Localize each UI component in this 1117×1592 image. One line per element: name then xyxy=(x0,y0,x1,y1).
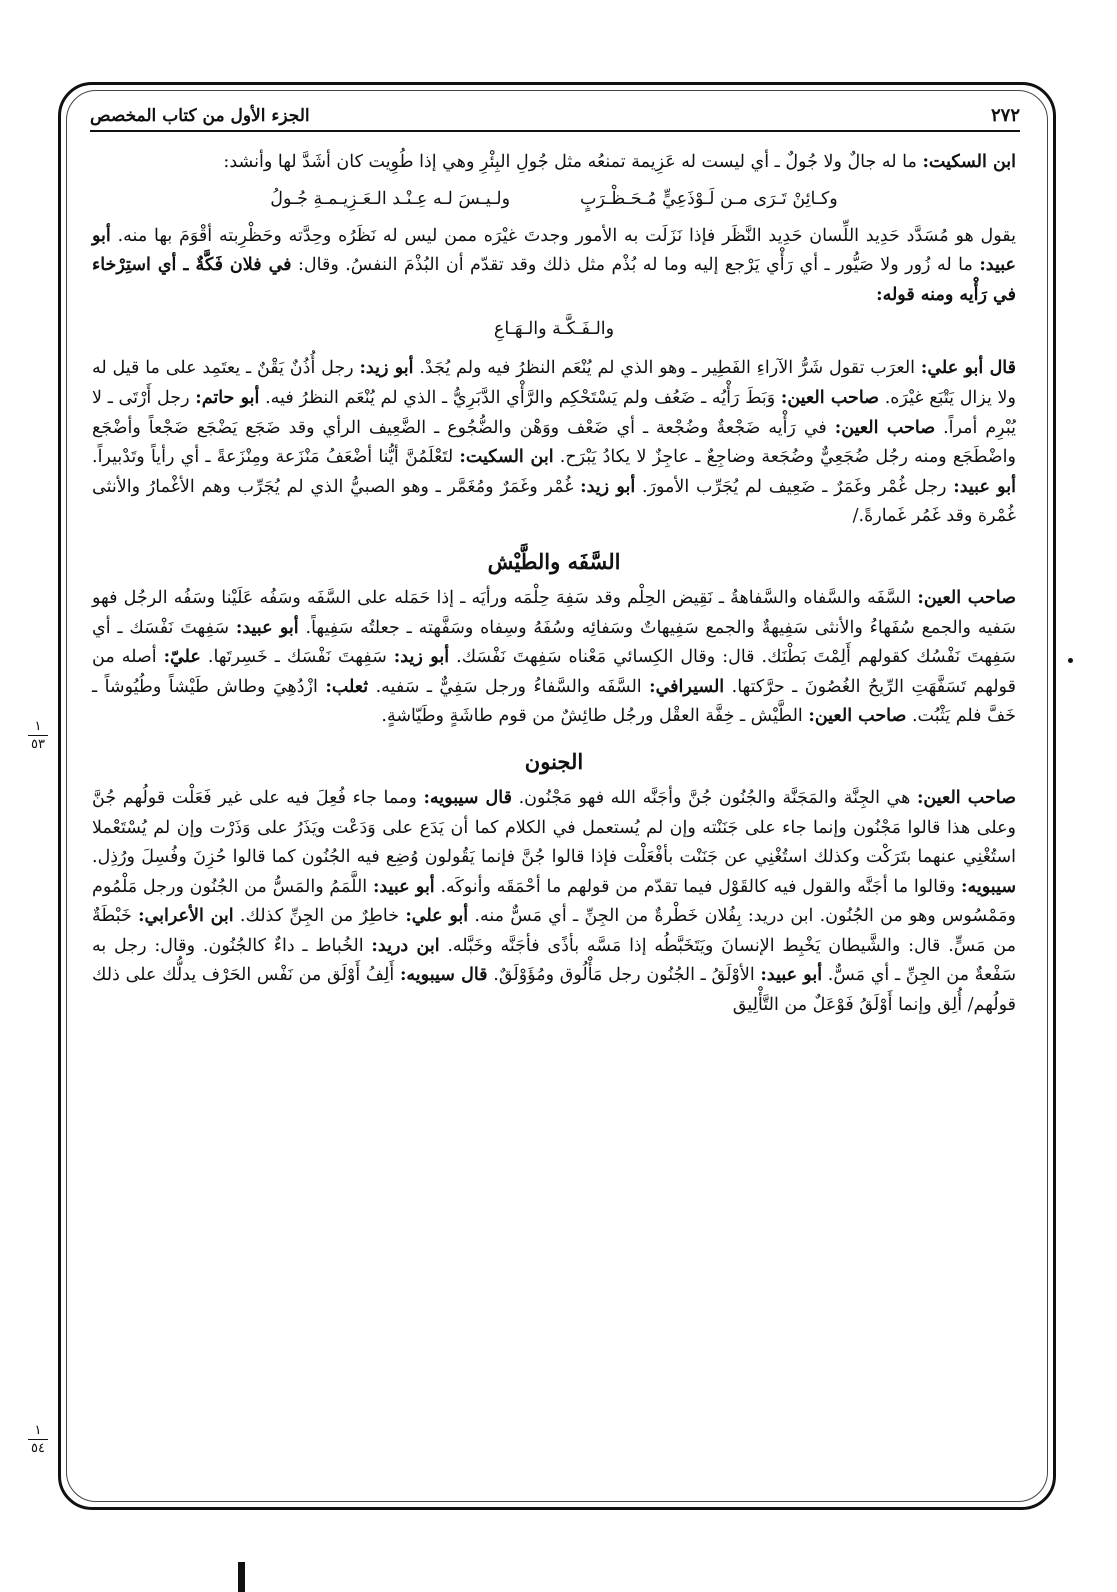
bold-phrase: في فلان فَكَّةٌ ـ أي استِرْخاء في رَأْيه ومنه قوله: xyxy=(92,255,1016,305)
paragraph-text: العرَب تقول شَرُّ الآراءِ الفَطِير ـ وهو الذي لم يُنْعَم النظرُ فيه ولم يُجَدْ. xyxy=(419,358,916,379)
speaker-label: أبو عبيد: xyxy=(760,965,823,986)
folio-marker-top: ١ xyxy=(28,1424,48,1440)
verse-hemistich-right: وكـائِنْ تَـرَى مـن لَـوْذَعِيٍّ مُـحَـظْـرَبٍ xyxy=(580,188,838,209)
folio-marker xyxy=(28,720,48,751)
paragraph-text: خاطِرٌ من الجِنِّ كذلك. xyxy=(239,906,400,927)
speaker-label: أبو حاتم: xyxy=(195,387,260,408)
speaker-label: سيبويه: xyxy=(961,876,1017,897)
speaker-label: قال سيبويه: xyxy=(399,965,488,986)
speaker-label: أبو عبيد: xyxy=(235,617,299,638)
paragraph-text: خَبْطَةٌ من مَسٍّ. قال: والشَّيطان يَخْبِط الإنسانَ ويَتَخَبَّطُه إذا مَسَّه بأذًى فأجَنَّه وخَبَّله. xyxy=(92,906,1016,956)
speaker-label: ابن الأعرابي: xyxy=(138,906,234,927)
paragraph-3 xyxy=(92,354,1016,532)
paragraph-2 xyxy=(92,222,1016,311)
scan-mark xyxy=(238,1562,245,1592)
speaker-label: أبو زيد: xyxy=(359,358,414,379)
paragraph-text: ما له زُور ولا صَيُّور ـ أي رَأْي يَرْجع إليه وما له بُذْم مثل ذلك وقد تقدّم أن البُذْمَ النفسُ. وقال: xyxy=(298,255,973,276)
speaker-label: صاحب العين: xyxy=(917,587,1016,608)
running-title: الجزء الأول من كتاب المخصص xyxy=(90,106,310,126)
paragraph-text: يقول هو مُسَدَّد حَدِيد اللِّسان حَدِيد النَّظَر فإذا نَزَلَت به الأمور وجدتَ غيْرَه ممن ليس له نَظَرُه وحِدَّته وحَظْرِبته أقْوَمَ بها منه. xyxy=(117,225,1016,246)
folio-marker-bottom: ٥٤ xyxy=(31,1441,45,1456)
section-heading: الجنون xyxy=(524,748,584,774)
paragraph-text: رجل أُذُنٌ يَقْنٌ ـ يعتَمِد على ما قيل له ولا يزال يَتْبَع غيْرَه. xyxy=(92,358,1016,408)
speaker-label: صاحب العين: xyxy=(916,787,1016,808)
page-header xyxy=(90,96,1020,132)
verse-1 xyxy=(92,184,1016,214)
paragraph-1 xyxy=(92,148,1016,178)
paragraph-text: وَبَطَ رَأْيُه ـ ضَعُف ولم يَسْتَحْكِم والرَّأْي الدَّبَرِيُّ ـ الذي لم يُنْعَم النظرُ فيه. xyxy=(265,387,776,408)
scan-speck xyxy=(1068,658,1073,663)
page-number: ٢٧٢ xyxy=(990,105,1020,126)
paragraph-text: هي الجِنَّة والمَجَنَّة والجُنُون جُنَّ وأجَنَّه الله فهو مَجْنُون. xyxy=(518,787,911,808)
folio-marker xyxy=(28,1424,48,1455)
paragraph-text: لتَعْلَمُنَّ أيُّنا أضْعَفُ مَنْزَعة ومِنْزَعةً ـ أي رأياً وتَدْبيراً. xyxy=(92,447,454,468)
speaker-label: أبو زيد: xyxy=(580,476,636,497)
speaker-label: أبو زيد: xyxy=(393,647,450,668)
speaker-label: السيرافي: xyxy=(649,676,725,697)
paragraph-text: أَلِفُ أَوْلَق من نَفْس الحَرْف يدلُّك على ذلك قولُهم/ أُلِق وإنما أَوْلَقُ فَوْعَلٌ من التَّأْلِيق xyxy=(92,965,1016,1016)
paragraph-text: رجل غُمْر وغَمَرٌ ـ ضَعِيف لم يُجَرِّب الأمورَ. xyxy=(641,476,947,497)
speaker-label: ابن السكيت: xyxy=(922,152,1016,172)
paragraph-text: الأوْلَقُ ـ الجُنُون رجل مَأْلُوق ومُؤَوْلَقٌ. xyxy=(493,965,755,986)
folio-marker-bottom: ٥٣ xyxy=(31,737,45,752)
paragraph-text: الطَّيْش ـ خِفَّة العقْل ورجُل طائِشٌ من قوم طاشَةٍ وطَيّاشةٍ. xyxy=(381,706,803,727)
paragraph-text: ومما جاء فُعِلَ فيه على غير فَعَلْت قولُهم جُنَّ وعلى هذا قالوا مَجْنُون وإنما جاء على جَنَنْته وإن لم يُستعمل في الكلام كما أن يَدَع على وَدَعْت ويَذَرُ على وَذَرْت وإن لم يُسْتَعْملا استُغْنِي عنهما بتَرَكْت وكذلك استُغْنِي عن جَنَنْت بأفْعَلْت فإذا قالوا جُنَّ فإنما يَقُولون وُضِع فيه الجُنُون كما قالوا حُزِنَ وفُسِلَ ورُذِل. xyxy=(92,787,1016,868)
paragraph-text: الخُباط ـ داءٌ كالجُنُون. وقال: رجل به سَفْعةٌ من الجِنِّ ـ أي مَسٌّ. xyxy=(92,935,1017,986)
speaker-label: أبو عبيد: xyxy=(372,876,435,897)
speaker-label: صاحب العين: xyxy=(834,417,936,438)
section-heading: السَّفَه والطَّيْش xyxy=(487,548,621,574)
speaker-label: أبو عبيد: xyxy=(92,225,1016,276)
paragraph-text: اللَّمَمُ والمَسُّ من الجُنُون ورجل مَلْمُوم ومَمْسُوس وهو من الجُنُون. ابن دريد: بِفُلان خَطْرةٌ من الجِنِّ ـ أي مَسٌّ منه. xyxy=(92,876,1016,927)
paragraph-text: وقالوا ما أجَنَّه والقول فيه كالقَوْل فيما تقدّم من قولهم ما أحْمَقَه وأنوكَه. xyxy=(440,876,956,897)
speaker-label: عليّ: xyxy=(163,647,201,668)
paragraph-text: السَّفَه والسَّفاه والسَّفاهةُ ـ نَقِيض الحِلْم وقد سَفِهَ حِلْمَه ورأيَه ـ إذا حَمَله على السَّفَه وسَفُه عَلَيْنا وسَفُه الرجُل فهو سَفيه والجمع سُفَهاءُ والأنثى سَفِيهةٌ والجمع سَفِيهاتٌ وسَفائِه وسُفَهُ وسِفاه وسَفَّهته ـ جعلتُه سَفِيهاً. xyxy=(92,587,1016,638)
verse-2: والـفَـكَّـة والـهَـاعِ xyxy=(493,319,615,340)
speaker-label: صاحب العين: xyxy=(780,387,880,408)
paragraph-text: سَفِهتَ نَفْسَك ـ أي سَفِهتَ نَفْسُك كقولهم أَلِمْتَ بَطْنَك. قال: وقال الكِسائي مَعْناه سَفِهتَ نَفْسَك. xyxy=(92,617,1016,668)
paragraph-text: في رَأْيه ضَجْعةٌ وضُجْعة ـ أي ضَعْف ووَهْن والضُّجُوع ـ الضَّعِيف الرأي وقد ضَجَع يَضْجَع ضَجْعاً وأضْجَع واضْطَجَع ومنه رجُل ضُجَعِيٌّ وضُجَعة وضاجِعٌ ـ عاجِزٌ لا يكادُ يَبْرَح. xyxy=(92,417,1016,468)
section-2-body xyxy=(92,784,1016,1021)
section-1-body xyxy=(92,584,1016,732)
speaker-label: صاحب العين: xyxy=(808,706,907,727)
paragraph-text: غُمْر وغَمَرٌ ومُغَمَّر ـ وهو الصبيُّ الذي لم يُجَرِّب وهم الأغْمارُ والأنثى غُمْرة وقد غَمُر غَمارةً./ xyxy=(92,476,1016,527)
paragraph-text: ما له جالٌ ولا جُولٌ ـ أي ليست له عَزِيمة تمنعُه مثل جُولِ البِئْرِ وهي إذا طُوِيت كان أشَدَّ لها وأنشد: xyxy=(223,152,917,172)
speaker-label: ثعلب: xyxy=(325,676,369,697)
paragraph-text: أصله من قولهم تَسَفَّهَتِ الرِّيحُ الغُصُونَ ـ حرَّكتها. xyxy=(92,647,1016,697)
folio-marker-top: ١ xyxy=(28,720,48,736)
paragraph-text: السَّفَه والسَّفاءُ ورجل سَفِيٌّ ـ سَفيه. xyxy=(375,676,642,697)
speaker-label: ابن السكيت: xyxy=(459,447,554,468)
page-body xyxy=(92,148,1016,1021)
speaker-label: أبو عبيد: xyxy=(953,476,1016,497)
speaker-label: قال أبو علي: xyxy=(920,358,1016,379)
paragraph-text: ازْدُهِيَ وطاش طَيْشاً وطُيُوشاً ـ خَفَّ فلم يَثْبُت. xyxy=(92,676,1016,727)
speaker-label: قال سيبويه: xyxy=(423,787,512,808)
paragraph-text: رجل أَرْتَى ـ لا يُبْرِم أمراً. xyxy=(92,387,1016,438)
speaker-label: أبو علي: xyxy=(405,906,469,927)
speaker-label: ابن دريد: xyxy=(371,935,440,956)
paragraph-text: سَفِهتَ نَفْسَك ـ خَسِرتَها. xyxy=(207,647,387,668)
verse-hemistich-left: ولـيـسَ لـه عِـنْـد الـعَـزِيـمـةِ جُـولُ xyxy=(270,188,511,209)
